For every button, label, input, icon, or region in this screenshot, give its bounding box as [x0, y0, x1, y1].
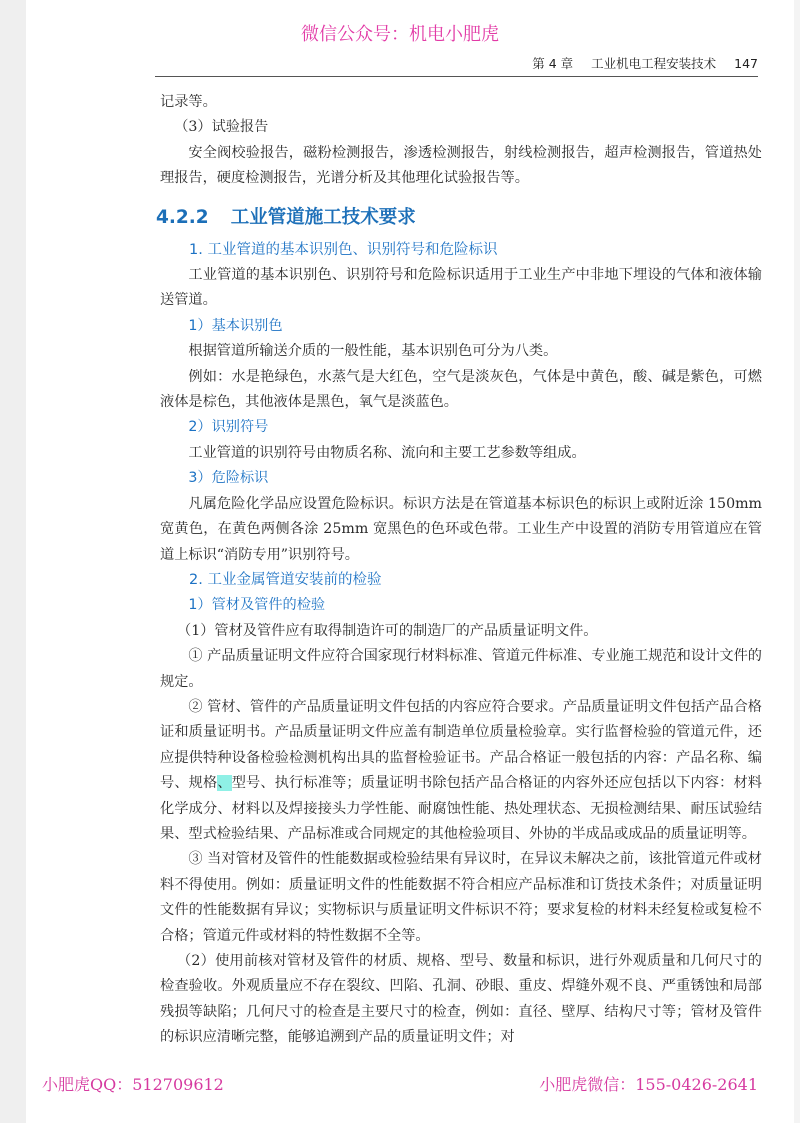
running-head [532, 54, 758, 72]
section-number: 4.2.2 [156, 206, 209, 228]
paragraph: （2）使用前核对管材及管件的材质、规格、型号、数量和标识，进行外观质量和几何尺寸的检查验收。外观质量应不存在裂纹、凹陷、孔洞、砂眼、重皮、焊缝外观不良、严重锈蚀和局部残损等缺陷；几何尺寸的检查是主要尺寸的检查，例如：直径、壁厚、结构尺寸等；管材及管件的标识应清晰完整，能够追溯到产品的质量证明文件；对 [160, 953, 762, 1046]
paragraph: （1）管材及管件应有取得制造许可的制造厂的产品质量证明文件。 [177, 622, 598, 639]
section-heading [156, 202, 762, 234]
highlighted-text: 、 [217, 775, 232, 792]
chapter-label: 第 4 章 [532, 56, 574, 71]
section-title: 工业管道施工技术要求 [230, 206, 416, 228]
paragraph: 记录等。 [160, 94, 217, 110]
paragraph: 根据管道所输送介质的一般性能，基本识别色可分为八类。 [188, 343, 558, 360]
scan-margin-left [0, 0, 26, 1123]
paragraph: ① 产品质量证明文件应符合国家现行材料标准、管道元件标准、专业施工规范和设计文件的规定。 [160, 648, 762, 690]
page-number: 147 [734, 56, 758, 71]
watermark-bottom-left: 小肥虎QQ：512709612 [42, 1075, 224, 1094]
header-rule [155, 76, 758, 77]
subheading: 3）危险标识 [188, 470, 269, 487]
subheading: 1）基本识别色 [188, 317, 283, 334]
subheading: 2）识别符号 [188, 419, 269, 436]
page-body [156, 90, 762, 1051]
subheading: 2. 工业金属管道安装前的检验 [189, 571, 382, 588]
watermark-bottom-right: 小肥虎微信：155-0426-2641 [539, 1075, 758, 1094]
subheading: 1. 工业管道的基本识别色、识别符号和危险标识 [189, 241, 498, 258]
paragraph: 工业管道的识别符号由物质名称、流向和主要工艺参数等组成。 [188, 444, 586, 461]
paragraph [160, 695, 762, 847]
paragraph: 工业管道的基本识别色、识别符号和危险标识适用于工业生产中非地下埋设的气体和液体输送管道。 [160, 267, 762, 309]
watermark-top: 微信公众号：机电小肥虎 [301, 24, 499, 45]
list-heading: （3）试验报告 [174, 119, 269, 136]
scan-margin-right [794, 0, 800, 1123]
paragraph: 凡属危险化学品应设置危险标识。标识方法是在管道基本标识色的标识上或附近涂 150mm 宽黄色，在黄色两侧各涂 25mm 宽黑色的色环或色带。工业生产中设置的消防专用管道应在管道上标识“消防专用”识别符号。 [160, 495, 762, 563]
chapter-title: 工业机电工程安装技术 [591, 56, 717, 71]
subheading: 1）管材及管件的检验 [188, 597, 326, 614]
text-run: ② 管材、管件的产品质量证明文件包括的内容应符合要求。产品质量证明文件包括产品合格证和质量证明书。产品质量证明文件应盖有制造单位质量检验章。实行监督检验的管道元件，还应提供特种设备检验检测机构出具的监督检验证书。产品合格证一般包括的内容：产品名称、编号、规格 [160, 698, 762, 792]
text-run: 型号、执行标准等；质量证明书除包括产品合格证的内容外还应包括以下内容：材料化学成分、材料以及焊接接头力学性能、耐腐蚀性能、热处理状态、无损检测结果、耐压试验结果、型式检验结果、产品标准或合同规定的其他检验项目、外协的半成品或成品的质量证明等。 [160, 775, 762, 842]
paragraph: 安全阀校验报告，磁粉检测报告，渗透检测报告，射线检测报告，超声检测报告，管道热处理报告，硬度检测报告，光谱分析及其他理化试验报告等。 [160, 144, 762, 187]
paragraph: ③ 当对管材及管件的性能数据或检验结果有异议时，在异议未解决之前，该批管道元件或材料不得使用。例如：质量证明文件的性能数据不符合相应产品标准和订货技术条件；对质量证明文件的性能数据有异议；实物标识与质量证明文件标识不符；要求复检的材料未经复检或复检不合格；管道元件或材料的特性数据不全等。 [160, 851, 762, 944]
paragraph: 例如：水是艳绿色，水蒸气是大红色，空气是淡灰色，气体是中黄色，酸、碱是紫色，可燃液体是棕色，其他液体是黑色，氧气是淡蓝色。 [160, 368, 762, 411]
